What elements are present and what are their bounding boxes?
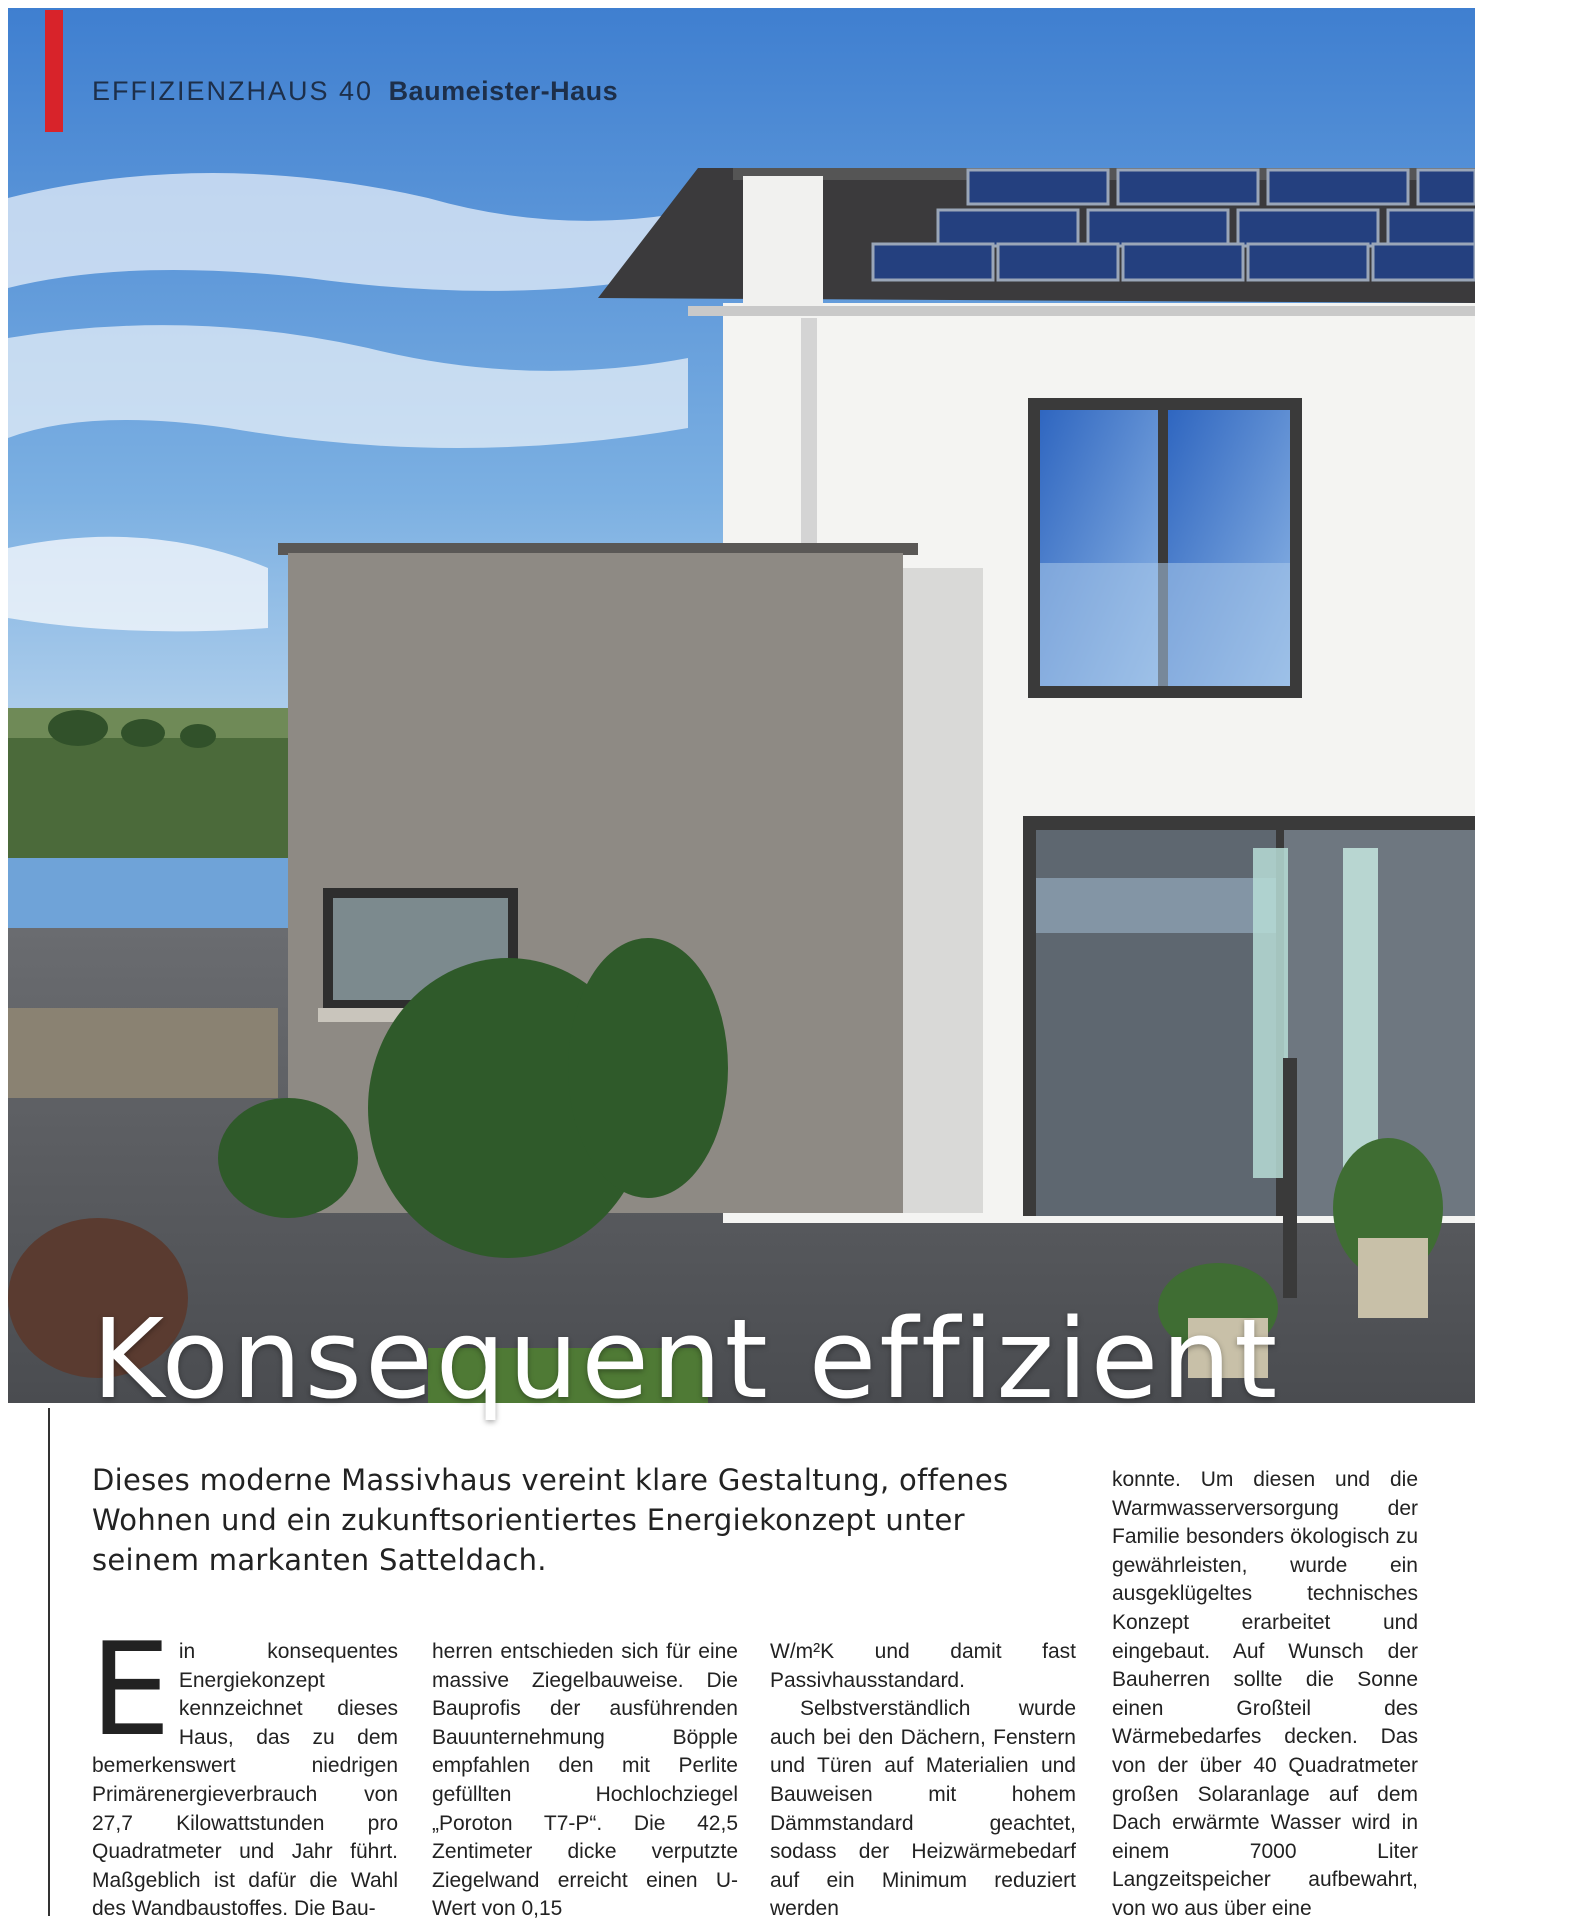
house-name: Baumeister-Haus [388,76,619,106]
body-column-2: herren entschieden sich für eine massive Ziegelbauweise. Die Bauprofis der ausführenden Bauunternehmung Böpple empfahlen den mit Perlite gefüllten Hochlochziegel „Poroton T7-P“. Die 42,5 Zentimeter dicke verputzte Ziegelwand erreicht einen U-Wert von 0,15 [432,1640,738,1921]
door-reflection [1036,878,1276,933]
section-topic: EFFIZIENZHAUS 40 [92,76,374,106]
section-kicker [92,76,618,107]
body-column-3-para-2: Selbstverständlich wurde auch bei den Dächern, Fenstern und Türen auf Materialien und Bauweisen mit hohem Dämmstandard geachtet, sodass der Heizwärmebedarf auf ein Minimum reduziert werden [770,1697,1076,1921]
body-column-1-text: in konsequentes Energiekonzept kennzeichnet dieses Haus, das zu dem bemerkenswert niedrigen Primärenergieverbrauch von 27,7 Kilowattstunden pro Quadratmeter und Jahr führt. Maßgeblich ist dafür die Wahl des Wandbaustoffes. Die Bau- [92,1640,398,1921]
stone-wall [8,1008,278,1098]
upper-window-railing [1040,563,1290,686]
body-column-3 [770,1638,1076,1924]
gutter [688,306,1475,316]
gable-upper [743,176,823,306]
section-accent-bar [45,10,63,132]
margin-rule [48,1408,50,1916]
house-illustration [8,8,1475,1403]
glass-panel [1253,848,1288,1178]
planter [1358,1238,1428,1318]
drop-cap: E [90,1616,171,1765]
downpipe [801,318,817,548]
glass-panel [1343,848,1378,1178]
article-headline: Konsequent effizient [92,1295,1281,1423]
body-column-4: konnte. Um diesen und die Warmwasserversorgung der Familie besonders ökologisch zu gewährleisten, wurde ein ausgeklügeltes technisches Konzept erarbeitet und eingebaut. Auf Wunsch der Bauherren sollte die Sonne einen Großteil des Wärmebedarfes decken. Das von der über 40 Quadratmeter großen Solaranlage auf dem Dach erwärmte Wasser wird in einem 7000 Liter Langzeitspeicher aufbewahrt, von wo aus über eine [1112,1468,1418,1920]
body-column-1 [90,1616,398,1924]
lamp-post [1283,1058,1297,1298]
body-column-3-para-1: W/m²K und damit fast Passivhausstandard. [770,1640,1076,1692]
hero-photo [8,8,1475,1403]
annex-side [903,568,983,1213]
article-lead: Dieses moderne Massivhaus vereint klare Gestaltung, offenes Wohnen und ein zukunftsorientiertes Energiekonzept unter seinem markanten Satteldach. [92,1463,1009,1577]
